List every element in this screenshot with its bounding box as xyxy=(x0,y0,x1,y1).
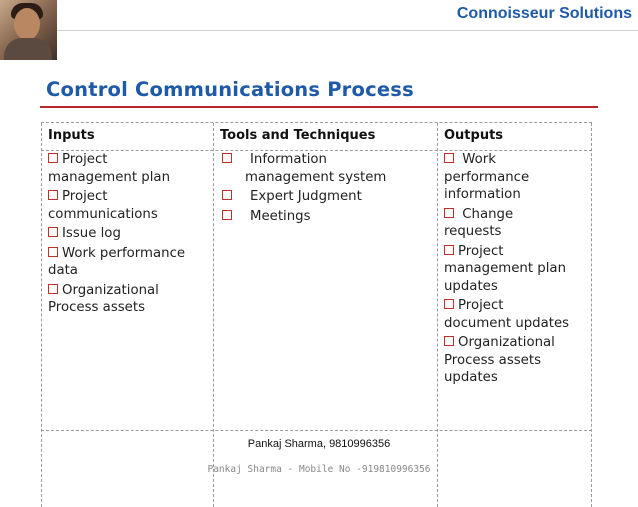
slide-title: Control Communications Process xyxy=(46,78,414,101)
list-item: Project management plan updates xyxy=(444,243,567,294)
square-bullet-icon xyxy=(222,153,232,163)
presenter-photo xyxy=(0,0,57,60)
list-item: Organizational Process assets xyxy=(48,282,159,315)
square-bullet-icon xyxy=(444,208,454,218)
table-header-row xyxy=(41,123,592,151)
list-item: Work performance data xyxy=(48,245,186,278)
square-bullet-icon xyxy=(48,153,58,163)
list-item: Work performance information xyxy=(444,152,530,202)
inputs-column xyxy=(48,151,208,319)
square-bullet-icon xyxy=(48,247,58,257)
tools-column xyxy=(222,151,432,227)
list-item: Issue log xyxy=(48,225,208,243)
footer-contact: Pankaj Sharma - Mobile No -919810996356 xyxy=(207,464,431,475)
list-item: Change requests xyxy=(444,206,514,239)
list-item: Project communications xyxy=(48,189,158,222)
table-bottom-border xyxy=(41,430,592,431)
square-bullet-icon xyxy=(48,227,58,237)
list-item: Information management system xyxy=(222,151,432,186)
square-bullet-icon xyxy=(444,336,454,346)
footer-author: Pankaj Sharma, 9810996356 xyxy=(247,438,391,450)
title-underline xyxy=(40,106,598,108)
square-bullet-icon xyxy=(444,153,454,163)
header-outputs: Outputs xyxy=(444,128,504,143)
square-bullet-icon xyxy=(222,190,232,200)
header-inputs: Inputs xyxy=(48,128,95,143)
list-item: Project document updates xyxy=(444,298,570,331)
header-tools: Tools and Techniques xyxy=(220,128,376,143)
square-bullet-icon xyxy=(222,210,232,220)
square-bullet-icon xyxy=(444,245,454,255)
header-divider xyxy=(57,30,638,31)
outputs-column xyxy=(444,151,590,389)
process-table xyxy=(41,122,592,385)
list-item: Meetings xyxy=(222,208,432,226)
list-item: Expert Judgment xyxy=(222,188,432,206)
square-bullet-icon xyxy=(48,284,58,294)
list-item: Organizational Process assets updates xyxy=(444,335,555,385)
square-bullet-icon xyxy=(48,190,58,200)
list-item: Project management plan xyxy=(48,152,171,185)
brand-name: Connoisseur Solutions xyxy=(456,5,632,22)
square-bullet-icon xyxy=(444,299,454,309)
